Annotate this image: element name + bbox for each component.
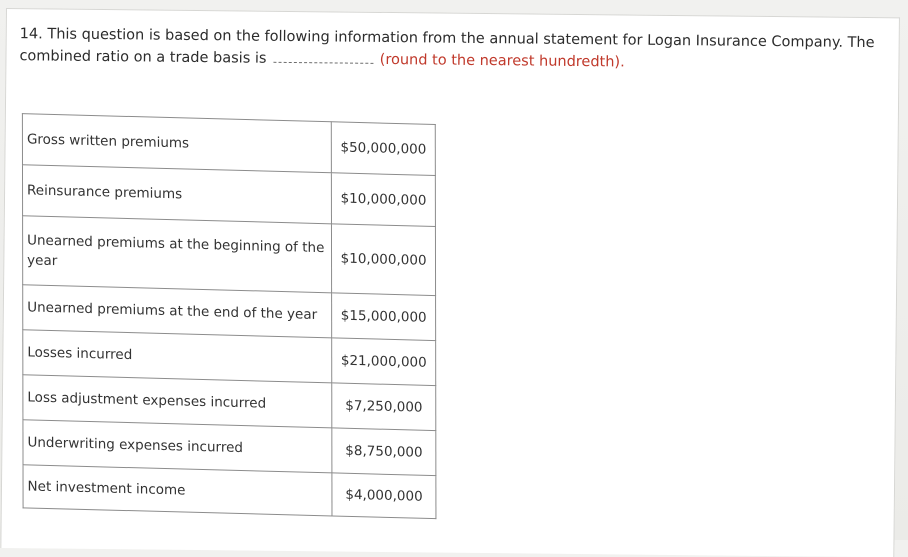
row-label: Net investment income <box>23 465 332 516</box>
row-amount: $50,000,000 <box>331 122 435 176</box>
question-card <box>0 8 900 557</box>
row-amount: $15,000,000 <box>332 293 436 341</box>
row-amount: $4,000,000 <box>332 473 436 519</box>
row-label: Unearned premiums at the beginning of the year <box>23 216 332 293</box>
question-text <box>19 23 879 76</box>
data-table-wrapper <box>22 113 437 519</box>
row-amount: $10,000,000 <box>332 173 436 227</box>
row-amount: $7,250,000 <box>332 383 436 431</box>
financial-data-table <box>22 113 437 519</box>
rounding-hint: (round to the nearest hundredth). <box>379 51 625 71</box>
row-label: Gross written premiums <box>22 114 331 173</box>
row-label: Losses incurred <box>23 330 332 383</box>
row-label: Unearned premiums at the end of the year <box>23 285 332 338</box>
row-label: Reinsurance premiums <box>22 165 331 224</box>
question-prompt: 14. This question is based on the following information from the annual statement for Logan Insurance Company. The combined ratio on a trade basis is <box>19 26 875 67</box>
answer-blank[interactable] <box>273 50 373 64</box>
table-row <box>23 216 436 296</box>
row-amount: $8,750,000 <box>332 428 436 476</box>
row-amount: $10,000,000 <box>332 224 436 296</box>
row-amount: $21,000,000 <box>332 338 436 386</box>
row-label: Loss adjustment expenses incurred <box>23 375 332 428</box>
row-label: Underwriting expenses incurred <box>23 420 332 473</box>
